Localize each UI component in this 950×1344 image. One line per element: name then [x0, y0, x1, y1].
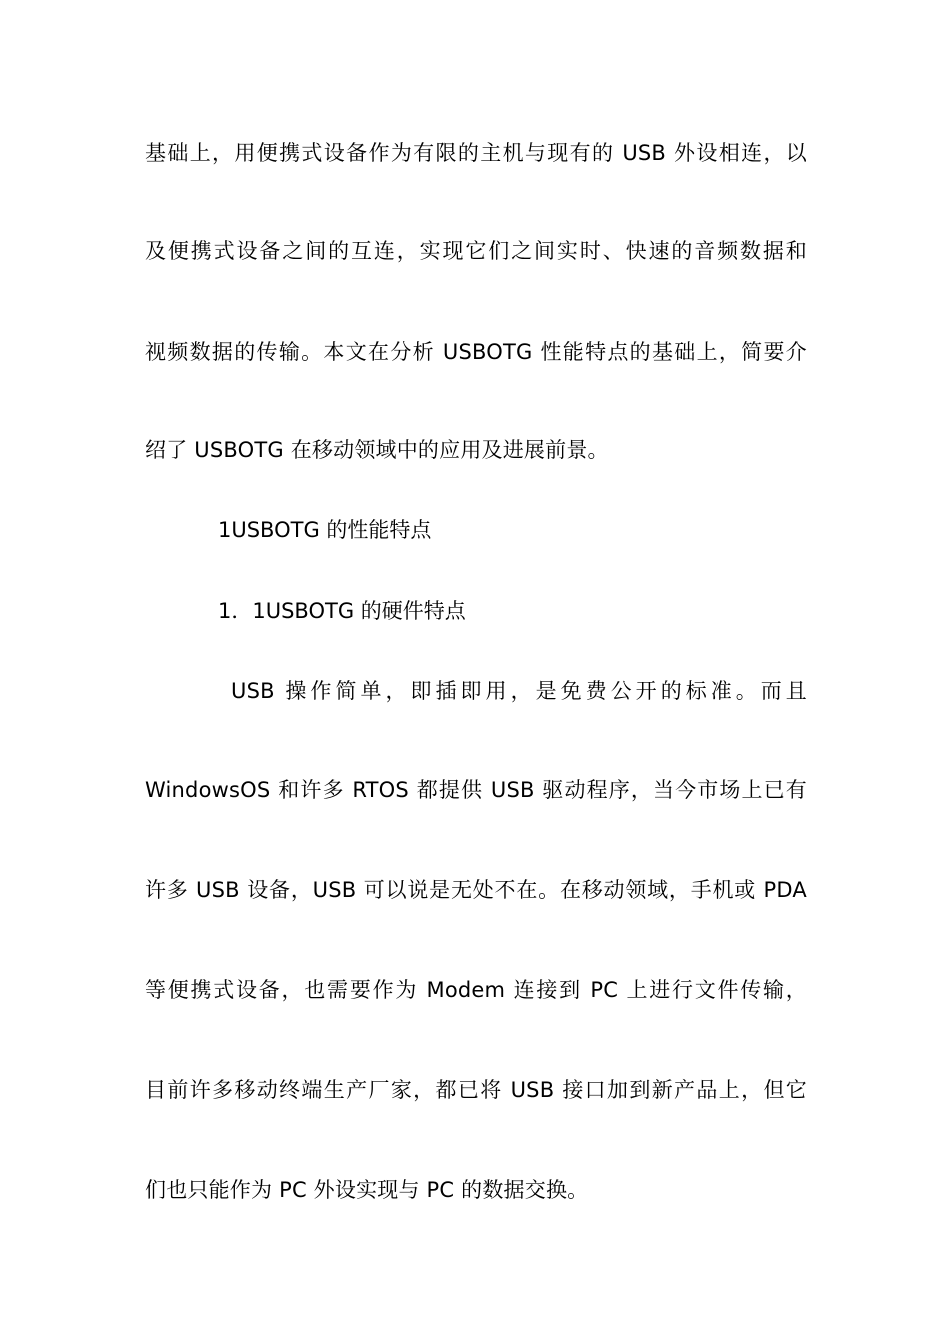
paragraph-line: 目前许多移动终端生产厂家，都已将 USB 接口加到新产品上，但它 — [145, 1078, 807, 1102]
paragraph-line: WindowsOS 和许多 RTOS 都提供 USB 驱动程序，当今市场上已有 — [145, 778, 807, 802]
paragraph-line: 许多 USB 设备，USB 可以说是无处不在。在移动领域，手机或 PDA — [145, 878, 807, 902]
paragraph-line: 及便携式设备之间的互连，实现它们之间实时、快速的音频数据和 — [145, 239, 807, 263]
paragraph-line: 绍了 USBOTG 在移动领域中的应用及进展前景。 — [145, 438, 609, 462]
subsection-heading: 1．1USBOTG 的硬件特点 — [218, 599, 466, 623]
paragraph-line: 们也只能作为 PC 外设实现与 PC 的数据交换。 — [145, 1178, 589, 1202]
paragraph-line: 视频数据的传输。本文在分析 USBOTG 性能特点的基础上，简要介 — [145, 340, 807, 364]
paragraph-line: 基础上，用便携式设备作为有限的主机与现有的 USB 外设相连，以 — [145, 141, 807, 165]
section-heading: 1USBOTG 的性能特点 — [218, 518, 432, 542]
paragraph-line: 等便携式设备，也需要作为 Modem 连接到 PC 上进行文件传输， — [145, 978, 807, 1002]
paragraph-line: USB 操作简单，即插即用，是免费公开的标准。而且 — [231, 679, 807, 703]
